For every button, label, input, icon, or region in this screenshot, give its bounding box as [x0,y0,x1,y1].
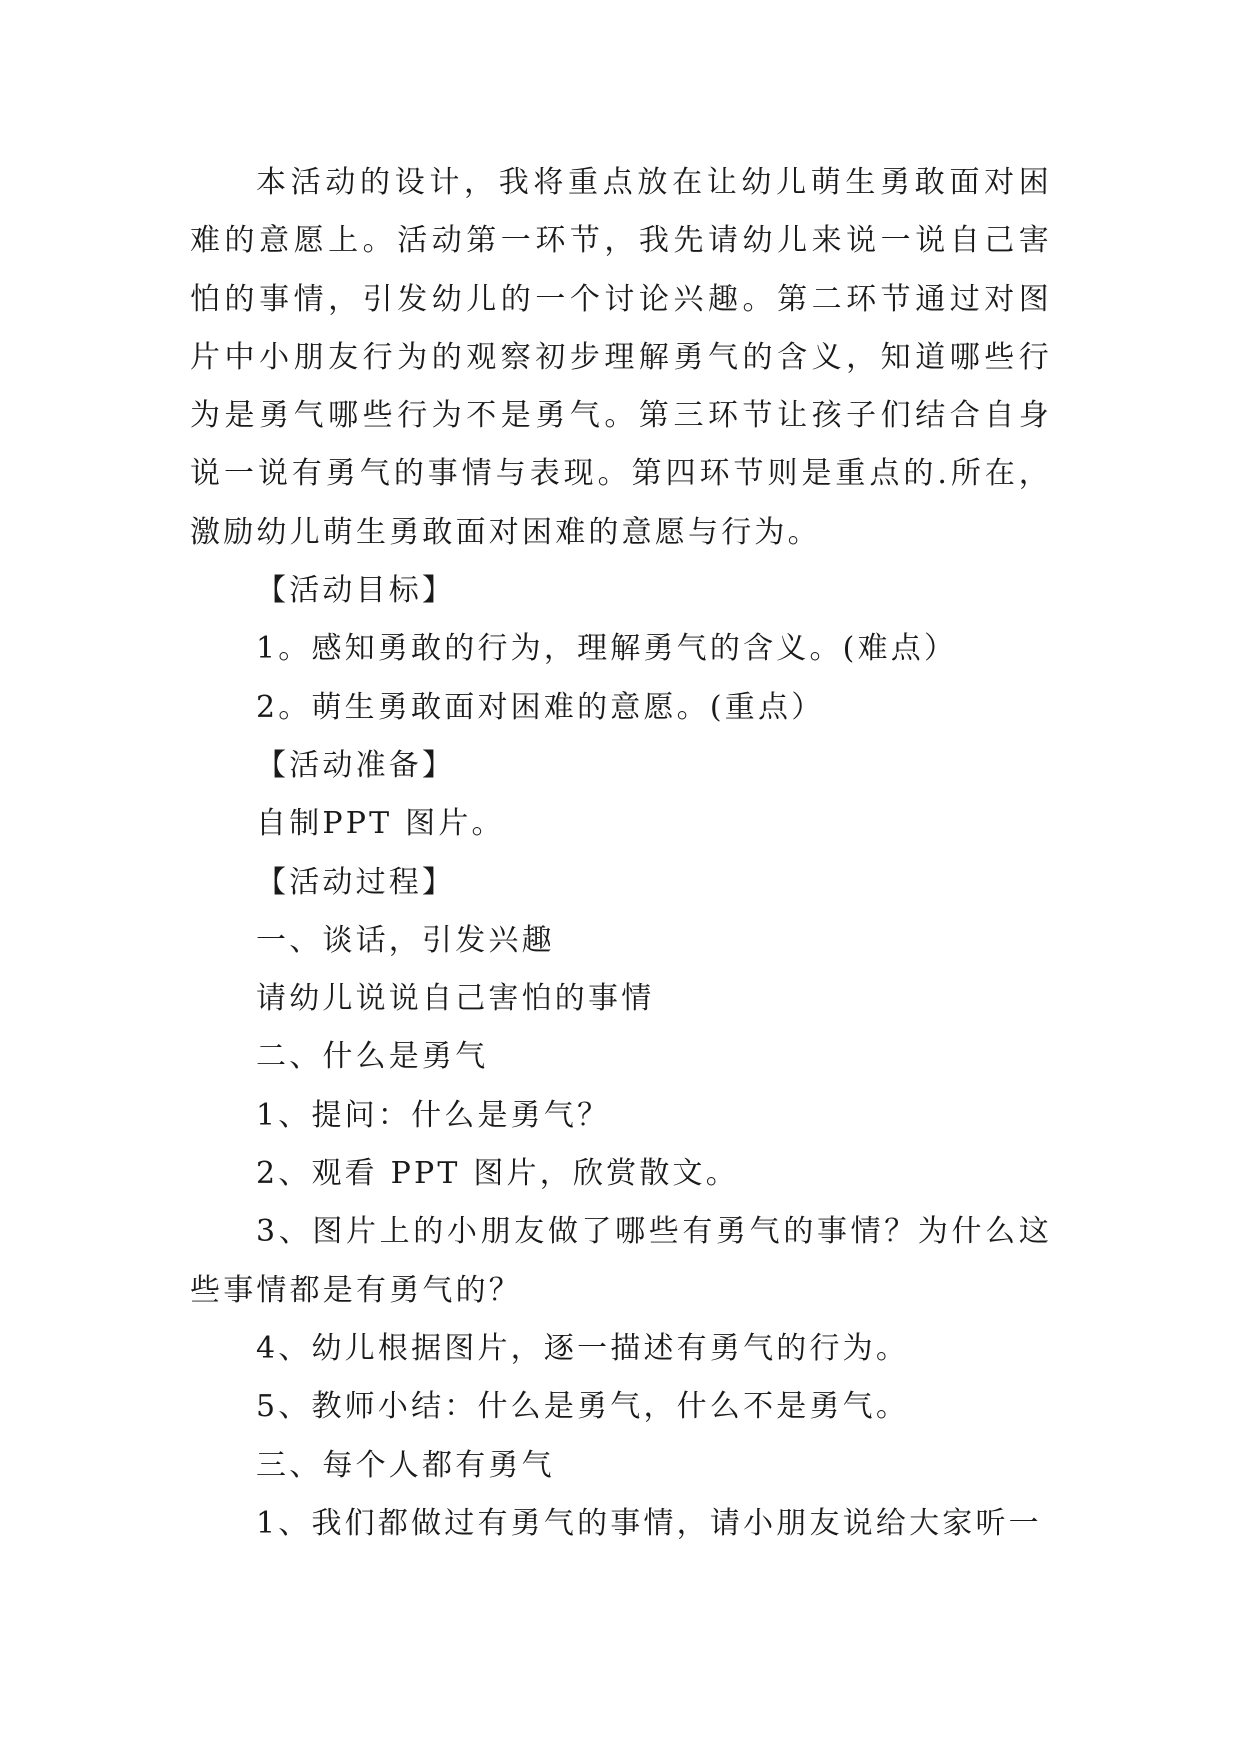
document-body [190,154,1052,1553]
section-heading-3: 三、每个人都有勇气 [256,1447,555,1483]
heading-activity-process: 【活动过程】 [256,864,456,900]
section-heading-1: 一、谈话，引发兴趣 [256,922,555,958]
goal-item-1: 1。感知勇敢的行为，理解勇气的含义。(难点） [256,631,958,667]
section-2-item-4: 4、幼儿根据图片，逐一描述有勇气的行为。 [256,1330,910,1366]
section-2-item-3: 3、图片上的小朋友做了哪些有勇气的事情？为什么这些事情都是有勇气的？ [190,1214,1052,1308]
section-2-item-1: 1、提问：什么是勇气？ [256,1097,611,1133]
section-3-item-1: 1、我们都做过有勇气的事情，请小朋友说给大家听一 [256,1505,1042,1541]
section-2-item-2: 2、观看 PPT 图片，欣赏散文。 [256,1156,739,1192]
heading-activity-goals: 【活动目标】 [256,573,456,609]
paragraph-design-intro: 本活动的设计，我将重点放在让幼儿萌生勇敢面对困难的意愿上。活动第一环节，我先请幼儿来说一说自己害怕的事情，引发幼儿的一个讨论兴趣。第二环节通过对图片中小朋友行为的观察初步理解勇气的含义，知道哪些行为是勇气哪些行为不是勇气。第三环节让孩子们结合自身说一说有勇气的事情与表现。第四环节则是重点的.所在，激励幼儿萌生勇敢面对困难的意愿与行为。 [190,165,1052,550]
section-2-item-5: 5、教师小结：什么是勇气，什么不是勇气。 [256,1389,910,1425]
goal-item-2: 2。萌生勇敢面对困难的意愿。(重点） [256,689,825,725]
section-heading-2: 二、什么是勇气 [256,1039,489,1075]
section-1-text: 请幼儿说说自己害怕的事情 [256,981,655,1017]
preparation-item: 自制PPT 图片。 [256,806,505,842]
heading-activity-preparation: 【活动准备】 [256,747,456,783]
